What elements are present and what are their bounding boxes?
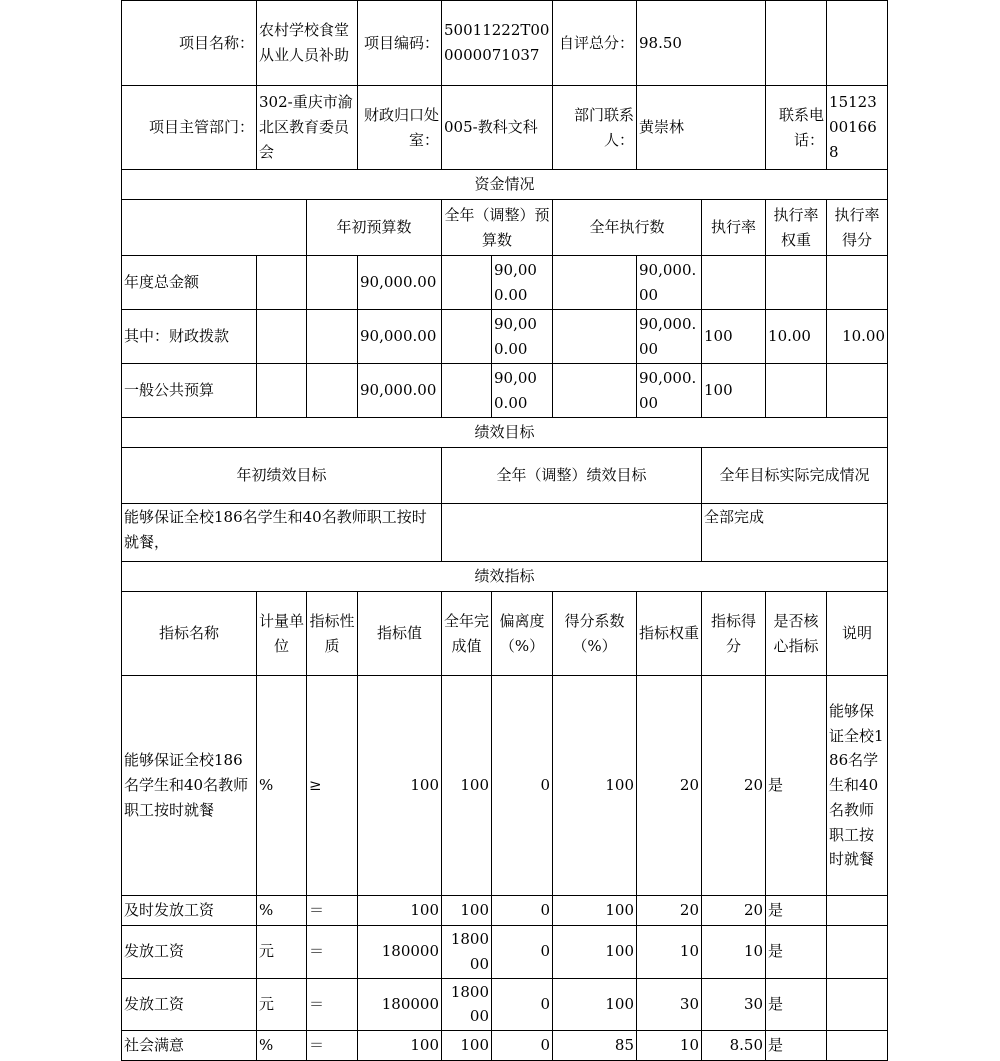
empty-cell <box>307 256 358 310</box>
indicator-coefficient: 100 <box>553 676 637 896</box>
phone-label: 联系电话： <box>766 86 827 170</box>
finance: 005-教科文科 <box>442 86 553 170</box>
indicator-unit: % <box>257 896 307 926</box>
funds-executed: 90,000.00 <box>637 256 702 310</box>
empty-cell <box>257 256 307 310</box>
indicator-header: 指标值 <box>358 592 442 676</box>
funds-adjusted: 90,000.00 <box>492 256 553 310</box>
indicator-value: 180000 <box>358 978 442 1031</box>
phone: 15123001668 <box>827 86 888 170</box>
self-score: 98.50 <box>637 1 766 86</box>
indicator-coefficient: 100 <box>553 896 637 926</box>
dept-label: 项目主管部门： <box>122 86 257 170</box>
funds-row <box>122 256 888 310</box>
empty-cell <box>307 310 358 364</box>
indicator-score: 20 <box>702 676 766 896</box>
indicator-done: 180000 <box>442 926 492 979</box>
project-name: 农村学校食堂从业人员补助 <box>257 1 358 86</box>
project-code-label: 项目编码： <box>358 1 442 86</box>
indicator-header: 偏离度（%） <box>492 592 553 676</box>
indicators-section-title: 绩效指标 <box>122 562 888 592</box>
empty-cell <box>553 364 637 418</box>
indicator-value: 180000 <box>358 926 442 979</box>
indicator-done: 100 <box>442 896 492 926</box>
indicator-header: 得分系数（%） <box>553 592 637 676</box>
indicator-unit: 元 <box>257 978 307 1031</box>
indicator-coefficient: 85 <box>553 1031 637 1061</box>
funds-initial: 90,000.00 <box>358 256 442 310</box>
indicator-done: 180000 <box>442 978 492 1031</box>
indicator-weight: 20 <box>637 896 702 926</box>
project-code: 50011222T000000071037 <box>442 1 553 86</box>
indicator-nature: ＝ <box>307 896 358 926</box>
indicator-note: 能够保证全校186名学生和40名教师职工按时就餐 <box>827 676 888 896</box>
goals-header: 年初绩效目标 <box>122 448 442 504</box>
funds-executed: 90,000.00 <box>637 364 702 418</box>
indicator-row <box>122 676 888 896</box>
empty-cell <box>257 310 307 364</box>
empty-cell <box>442 256 492 310</box>
indicator-deviation: 0 <box>492 896 553 926</box>
indicator-header: 指标权重 <box>637 592 702 676</box>
indicator-deviation: 0 <box>492 926 553 979</box>
indicator-done: 100 <box>442 676 492 896</box>
indicator-core: 是 <box>766 978 827 1031</box>
funds-rate: 100 <box>702 310 766 364</box>
performance-evaluation-table <box>121 0 888 1061</box>
funds-header-row <box>122 200 888 256</box>
indicator-unit: % <box>257 1031 307 1061</box>
funds-score <box>827 364 888 418</box>
self-score-label: 自评总分： <box>553 1 637 86</box>
funds-row-name: 年度总金额 <box>122 256 257 310</box>
indicators-section-row <box>122 562 888 592</box>
indicator-row <box>122 978 888 1031</box>
funds-header: 全年执行数 <box>553 200 702 256</box>
indicator-core: 是 <box>766 896 827 926</box>
indicator-header: 是否核心指标 <box>766 592 827 676</box>
indicator-value: 100 <box>358 676 442 896</box>
funds-rate <box>702 256 766 310</box>
indicator-note <box>827 1031 888 1061</box>
goals-actual: 全部完成 <box>702 504 888 562</box>
goals-section-title: 绩效目标 <box>122 418 888 448</box>
indicator-deviation: 0 <box>492 676 553 896</box>
funds-weight: 10.00 <box>766 310 827 364</box>
indicator-name: 及时发放工资 <box>122 896 257 926</box>
indicator-nature: ＝ <box>307 978 358 1031</box>
funds-score <box>827 256 888 310</box>
funds-section-row <box>122 170 888 200</box>
indicator-deviation: 0 <box>492 978 553 1031</box>
goals-initial: 能够保证全校186名学生和40名教师职工按时就餐， <box>122 504 442 562</box>
indicator-done: 100 <box>442 1031 492 1061</box>
empty-cell <box>553 256 637 310</box>
funds-rate: 100 <box>702 364 766 418</box>
empty-cell <box>766 1 827 86</box>
indicators-header-row <box>122 592 888 676</box>
indicator-coefficient: 100 <box>553 978 637 1031</box>
empty-cell <box>122 200 307 256</box>
indicator-score: 20 <box>702 896 766 926</box>
funds-header: 全年（调整）预算数 <box>442 200 553 256</box>
indicator-unit: % <box>257 676 307 896</box>
goals-section-row <box>122 418 888 448</box>
indicator-header: 指标性质 <box>307 592 358 676</box>
funds-header: 年初预算数 <box>307 200 442 256</box>
empty-cell <box>257 364 307 418</box>
indicator-nature: ＝ <box>307 926 358 979</box>
project-name-label: 项目名称： <box>122 1 257 86</box>
indicator-note <box>827 896 888 926</box>
indicator-weight: 10 <box>637 926 702 979</box>
funds-initial: 90,000.00 <box>358 364 442 418</box>
indicator-note <box>827 978 888 1031</box>
indicator-nature: ≥ <box>307 676 358 896</box>
indicator-weight: 30 <box>637 978 702 1031</box>
funds-executed: 90,000.00 <box>637 310 702 364</box>
funds-score: 10.00 <box>827 310 888 364</box>
indicator-core: 是 <box>766 926 827 979</box>
empty-cell <box>307 364 358 418</box>
indicator-header: 指标得分 <box>702 592 766 676</box>
indicator-name: 发放工资 <box>122 978 257 1031</box>
contact: 黄崇林 <box>637 86 766 170</box>
dept: 302-重庆市渝北区教育委员会 <box>257 86 358 170</box>
indicator-weight: 10 <box>637 1031 702 1061</box>
indicator-note <box>827 926 888 979</box>
funds-row <box>122 310 888 364</box>
indicator-header: 全年完成值 <box>442 592 492 676</box>
funds-row-name: 一般公共预算 <box>122 364 257 418</box>
funds-weight <box>766 364 827 418</box>
funds-weight <box>766 256 827 310</box>
funds-row-name: 其中：财政拨款 <box>122 310 257 364</box>
indicator-score: 8.50 <box>702 1031 766 1061</box>
finance-label: 财政归口处室： <box>358 86 442 170</box>
funds-header: 执行率得分 <box>827 200 888 256</box>
goals-header: 全年（调整）绩效目标 <box>442 448 702 504</box>
funds-row <box>122 364 888 418</box>
indicator-nature: ＝ <box>307 1031 358 1061</box>
goals-row <box>122 504 888 562</box>
funds-header: 执行率 <box>702 200 766 256</box>
indicator-name: 能够保证全校186名学生和40名教师职工按时就餐 <box>122 676 257 896</box>
goals-adjusted <box>442 504 702 562</box>
empty-cell <box>442 364 492 418</box>
funds-adjusted: 90,000.00 <box>492 364 553 418</box>
empty-cell <box>553 310 637 364</box>
info-row-2 <box>122 86 888 170</box>
funds-adjusted: 90,000.00 <box>492 310 553 364</box>
indicator-row <box>122 1031 888 1061</box>
indicator-value: 100 <box>358 1031 442 1061</box>
indicator-coefficient: 100 <box>553 926 637 979</box>
indicator-score: 30 <box>702 978 766 1031</box>
funds-header: 执行率权重 <box>766 200 827 256</box>
indicator-score: 10 <box>702 926 766 979</box>
indicator-row <box>122 926 888 979</box>
indicator-header: 说明 <box>827 592 888 676</box>
indicator-name: 社会满意 <box>122 1031 257 1061</box>
indicator-deviation: 0 <box>492 1031 553 1061</box>
empty-cell <box>827 1 888 86</box>
indicator-weight: 20 <box>637 676 702 896</box>
goals-header: 全年目标实际完成情况 <box>702 448 888 504</box>
indicator-core: 是 <box>766 1031 827 1061</box>
empty-cell <box>442 310 492 364</box>
indicator-core: 是 <box>766 676 827 896</box>
indicator-row <box>122 896 888 926</box>
indicator-value: 100 <box>358 896 442 926</box>
funds-initial: 90,000.00 <box>358 310 442 364</box>
indicator-name: 发放工资 <box>122 926 257 979</box>
indicator-header: 计量单位 <box>257 592 307 676</box>
contact-label: 部门联系人： <box>553 86 637 170</box>
info-row-1 <box>122 1 888 86</box>
indicator-header: 指标名称 <box>122 592 257 676</box>
funds-section-title: 资金情况 <box>122 170 888 200</box>
indicator-unit: 元 <box>257 926 307 979</box>
goals-header-row <box>122 448 888 504</box>
